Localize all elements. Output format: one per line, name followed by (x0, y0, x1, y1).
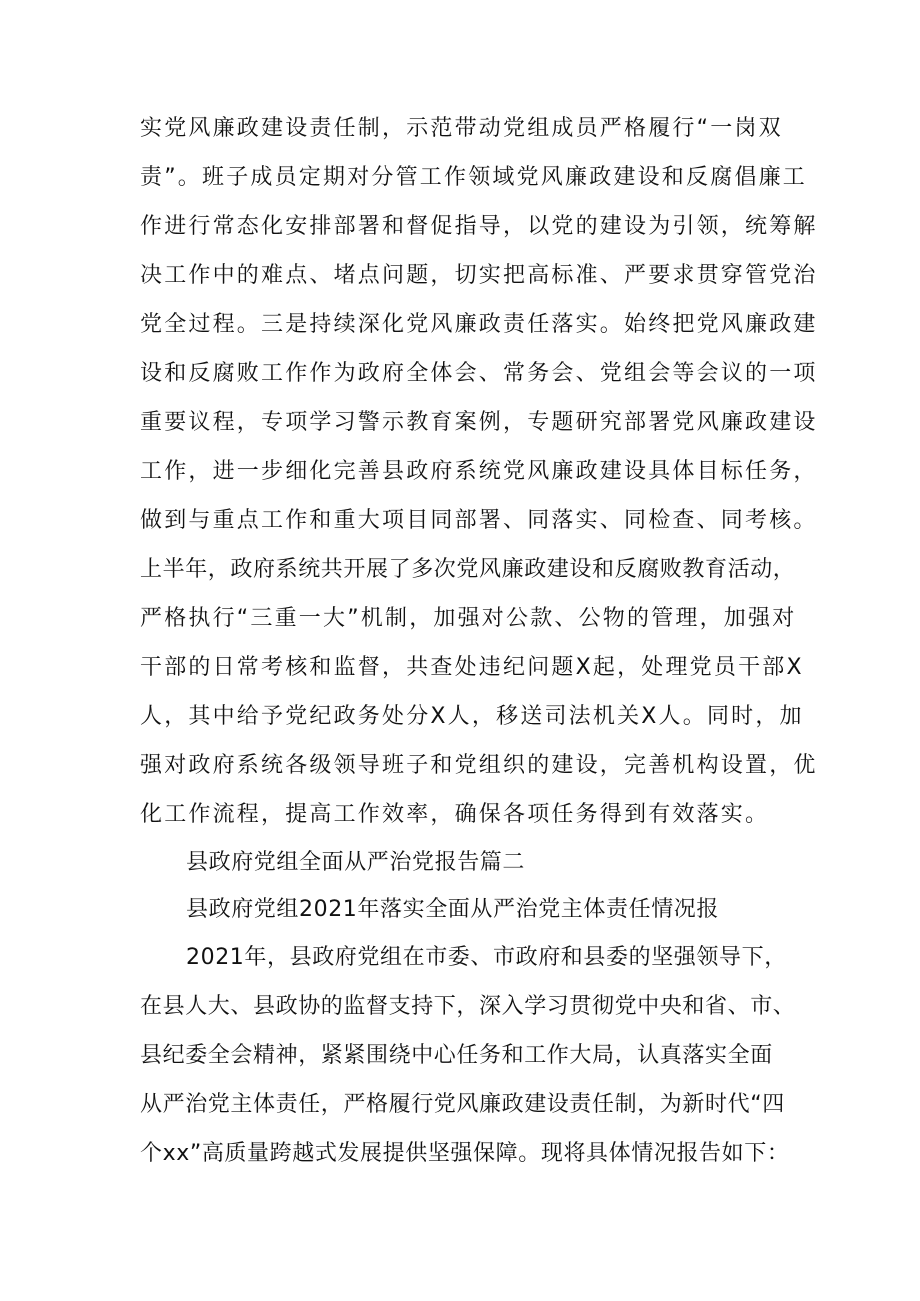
body-line: 化工作流程，提高工作效率，确保各项任务得到有效落实。 (140, 802, 770, 827)
body-line: 工作，进一步细化完善县政府系统党风廉政建设具体目标任务， (140, 459, 818, 484)
intro-line: 在县人大、县政协的监督支持下，深入学习贯彻党中央和省、市、 (140, 994, 796, 1019)
body-line: 决工作中的难点、堵点问题，切实把高标准、严要求贯穿管党治 (140, 263, 818, 288)
section-title: 县政府党组全面从严治党报告篇二 (186, 850, 526, 875)
body-line: 实党风廉政建设责任制，示范带动党组成员严格履行“一岗双 (140, 116, 783, 141)
body-line: 严格执行“三重一大”机制，加强对公款、公物的管理，加强对 (140, 606, 797, 631)
body-line: 强对政府系统各级领导班子和党组织的建设，完善机构设置，优 (140, 753, 818, 778)
body-line: 上半年，政府系统共开展了多次党风廉政建设和反腐败教育活动， (140, 557, 796, 582)
intro-line: 2021年，县政府党组在市委、市政府和县委的坚强领导下， (186, 945, 787, 970)
body-line: 人，其中给予党纪政务处分X人，移送司法机关X人。同时，加 (140, 704, 804, 729)
report-title: 县政府党组2021年落实全面从严治党主体责任情况报 (186, 897, 719, 922)
body-line: 责”。班子成员定期对分管工作领域党风廉政建设和反腐倡廉工 (140, 165, 807, 190)
body-line: 党全过程。三是持续深化党风廉政责任落实。始终把党风廉政建 (140, 312, 818, 337)
body-line: 做到与重点工作和重大项目同部署、同落实、同检查、同考核。 (140, 508, 818, 533)
body-line: 作进行常态化安排部署和督促指导，以党的建设为引领，统筹解 (140, 214, 818, 239)
intro-line: 县纪委全会精神，紧紧围绕中心任务和工作大局，认真落实全面 (140, 1043, 773, 1068)
body-line: 设和反腐败工作作为政府全体会、常务会、党组会等会议的一项 (140, 361, 818, 386)
body-line: 重要议程，专项学习警示教育案例，专题研究部署党风廉政建设 (140, 410, 818, 435)
intro-line: 个xx”高质量跨越式发展提供坚强保障。现将具体情况报告如下： (140, 1141, 790, 1166)
body-line: 干部的日常考核和监督，共查处违纪问题X起，处理党员干部X (140, 655, 804, 680)
intro-line: 从严治党主体责任，严格履行党风廉政建设责任制，为新时代“四 (140, 1092, 785, 1117)
